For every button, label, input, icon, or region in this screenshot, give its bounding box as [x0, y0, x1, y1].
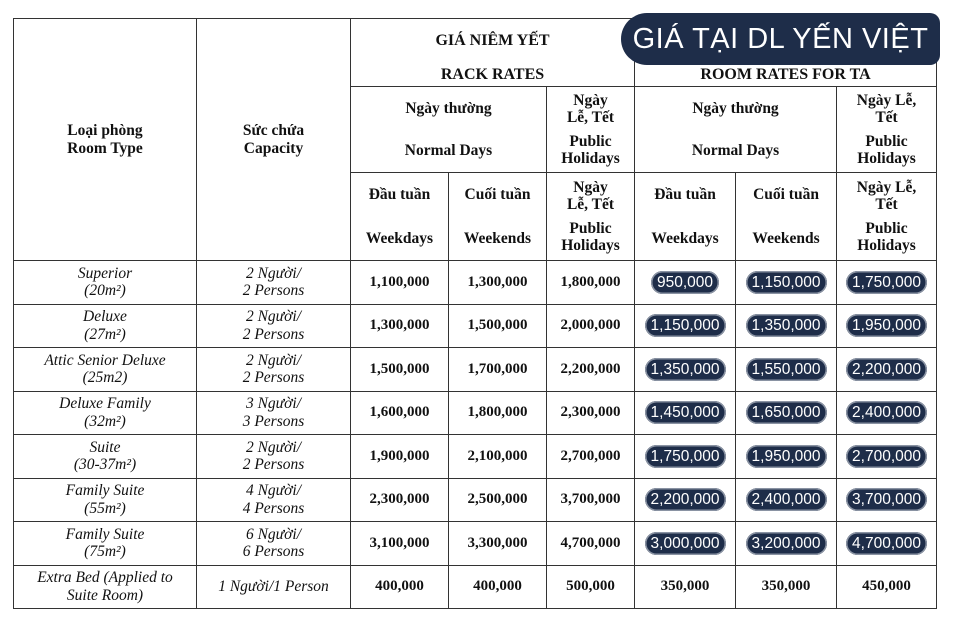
capacity-value: 2 Người/ 2 Persons	[197, 304, 351, 348]
ta-weekend-price-cell	[736, 522, 837, 566]
ta-price-banner: GIÁ TẠI DL YẾN VIỆT	[621, 13, 940, 65]
ta-weekend-price: 1,550,000	[746, 358, 827, 381]
rack-weekday-price: 1,900,000	[351, 435, 449, 479]
room-rate-row	[14, 348, 937, 392]
ta-weekdays-header: Đầu tuần Weekdays	[635, 173, 736, 261]
rack-holiday-price: 4,700,000	[547, 522, 635, 566]
ta-holiday-price-cell	[837, 304, 937, 348]
rack-weekend-price: 3,300,000	[449, 522, 547, 566]
ta-weekend-price: 1,950,000	[746, 445, 827, 468]
rack-weekend-price: 400,000	[449, 565, 547, 608]
rack-weekday-price: 1,100,000	[351, 261, 449, 305]
ta-weekday-price: 1,150,000	[645, 314, 726, 337]
rack-holiday-header: Ngày Lễ, Tết Public Holidays	[547, 87, 635, 173]
rack-weekends-header: Cuối tuần Weekends	[449, 173, 547, 261]
ta-weekday-price: 3,000,000	[645, 532, 726, 555]
rack-weekday-price: 1,500,000	[351, 348, 449, 392]
rack-weekend-price: 1,800,000	[449, 391, 547, 435]
ta-weekend-price: 3,200,000	[746, 532, 827, 555]
rack-normal-days-header: Ngày thường Normal Days	[351, 87, 547, 173]
rack-weekday-price: 400,000	[351, 565, 449, 608]
rack-holiday-price: 1,800,000	[547, 261, 635, 305]
room-name: Suite (30-37m²)	[14, 435, 197, 479]
rack-holiday-price: 2,700,000	[547, 435, 635, 479]
ta-holiday-price: 1,950,000	[846, 314, 927, 337]
room-name: Attic Senior Deluxe (25m2)	[14, 348, 197, 392]
ta-weekend-price: 2,400,000	[746, 488, 827, 511]
capacity-value: 2 Người/ 2 Persons	[197, 435, 351, 479]
ta-weekday-price: 1,750,000	[645, 445, 726, 468]
rack-weekend-price: 1,700,000	[449, 348, 547, 392]
capacity-value: 1 Người/1 Person	[197, 565, 351, 608]
ta-weekday-price-cell	[635, 304, 736, 348]
ta-weekday-price-cell	[635, 261, 736, 305]
ta-weekday-price: 350,000	[635, 565, 736, 608]
rack-rates-header: GIÁ NIÊM YẾT RACK RATES	[351, 19, 635, 87]
ta-holiday-price: 3,700,000	[846, 488, 927, 511]
capacity-header: Sức chứa Capacity	[197, 19, 351, 261]
ta-holiday-price-cell	[837, 261, 937, 305]
capacity-value: 2 Người/ 2 Persons	[197, 348, 351, 392]
rack-weekday-price: 3,100,000	[351, 522, 449, 566]
ta-holiday-price-cell	[837, 348, 937, 392]
ta-weekday-price-cell	[635, 348, 736, 392]
capacity-value: 2 Người/ 2 Persons	[197, 261, 351, 305]
ta-weekend-price-cell	[736, 261, 837, 305]
rack-weekday-price: 1,300,000	[351, 304, 449, 348]
room-name: Superior (20m²)	[14, 261, 197, 305]
room-name: Deluxe (27m²)	[14, 304, 197, 348]
room-name: Extra Bed (Applied to Suite Room)	[14, 565, 197, 608]
ta-rates-header: ROOM RATES FOR TA	[635, 19, 937, 87]
ta-holiday-price: 1,750,000	[846, 271, 927, 294]
room-name: Family Suite (75m²)	[14, 522, 197, 566]
ta-weekday-price: 950,000	[651, 271, 719, 294]
rate-table	[13, 18, 937, 609]
extra-bed-row	[14, 565, 937, 608]
rack-holiday-price: 2,300,000	[547, 391, 635, 435]
ta-weekend-price: 350,000	[736, 565, 837, 608]
rack-holiday-price: 2,000,000	[547, 304, 635, 348]
ta-holiday-price-cell	[837, 478, 937, 522]
room-rate-row	[14, 435, 937, 479]
room-name: Family Suite (55m²)	[14, 478, 197, 522]
rack-weekend-price: 1,500,000	[449, 304, 547, 348]
ta-weekday-price-cell	[635, 478, 736, 522]
room-rate-row	[14, 261, 937, 305]
ta-weekend-price-cell	[736, 348, 837, 392]
ta-weekday-price: 1,450,000	[645, 401, 726, 424]
ta-weekday-price: 1,350,000	[645, 358, 726, 381]
room-rate-row	[14, 391, 937, 435]
ta-weekend-price: 1,650,000	[746, 401, 827, 424]
ta-normal-days-header: Ngày thường Normal Days	[635, 87, 837, 173]
ta-weekend-price-cell	[736, 478, 837, 522]
rack-weekend-price: 1,300,000	[449, 261, 547, 305]
ta-holiday-price: 450,000	[837, 565, 937, 608]
rack-weekday-price: 2,300,000	[351, 478, 449, 522]
rack-holiday-subheader: Ngày Lễ, Tết Public Holidays	[547, 173, 635, 261]
ta-weekend-price-cell	[736, 304, 837, 348]
room-name: Deluxe Family (32m²)	[14, 391, 197, 435]
rack-weekdays-header: Đầu tuần Weekdays	[351, 173, 449, 261]
ta-holiday-subheader: Ngày Lễ, Tết Public Holidays	[837, 173, 937, 261]
ta-weekend-price-cell	[736, 435, 837, 479]
ta-weekday-price-cell	[635, 391, 736, 435]
capacity-value: 4 Người/ 4 Persons	[197, 478, 351, 522]
room-type-header: Loại phòng Room Type	[14, 19, 197, 261]
rack-weekend-price: 2,100,000	[449, 435, 547, 479]
ta-holiday-price: 2,400,000	[846, 401, 927, 424]
rack-holiday-price: 2,200,000	[547, 348, 635, 392]
ta-weekend-price: 1,350,000	[746, 314, 827, 337]
rack-holiday-price: 500,000	[547, 565, 635, 608]
rack-weekend-price: 2,500,000	[449, 478, 547, 522]
ta-weekend-price: 1,150,000	[746, 271, 827, 294]
capacity-value: 6 Người/ 6 Persons	[197, 522, 351, 566]
capacity-value: 3 Người/ 3 Persons	[197, 391, 351, 435]
ta-holiday-price-cell	[837, 435, 937, 479]
ta-holiday-price: 4,700,000	[846, 532, 927, 555]
ta-holiday-price: 2,700,000	[846, 445, 927, 468]
room-rate-row	[14, 304, 937, 348]
ta-holiday-price-cell	[837, 391, 937, 435]
ta-weekend-price-cell	[736, 391, 837, 435]
room-rate-row	[14, 522, 937, 566]
rack-weekday-price: 1,600,000	[351, 391, 449, 435]
ta-holiday-header: Ngày Lễ, Tết Public Holidays	[837, 87, 937, 173]
ta-weekday-price-cell	[635, 522, 736, 566]
ta-weekday-price-cell	[635, 435, 736, 479]
ta-holiday-price-cell	[837, 522, 937, 566]
room-rate-row	[14, 478, 937, 522]
ta-weekends-header: Cuối tuần Weekends	[736, 173, 837, 261]
ta-holiday-price: 2,200,000	[846, 358, 927, 381]
rack-holiday-price: 3,700,000	[547, 478, 635, 522]
ta-weekday-price: 2,200,000	[645, 488, 726, 511]
